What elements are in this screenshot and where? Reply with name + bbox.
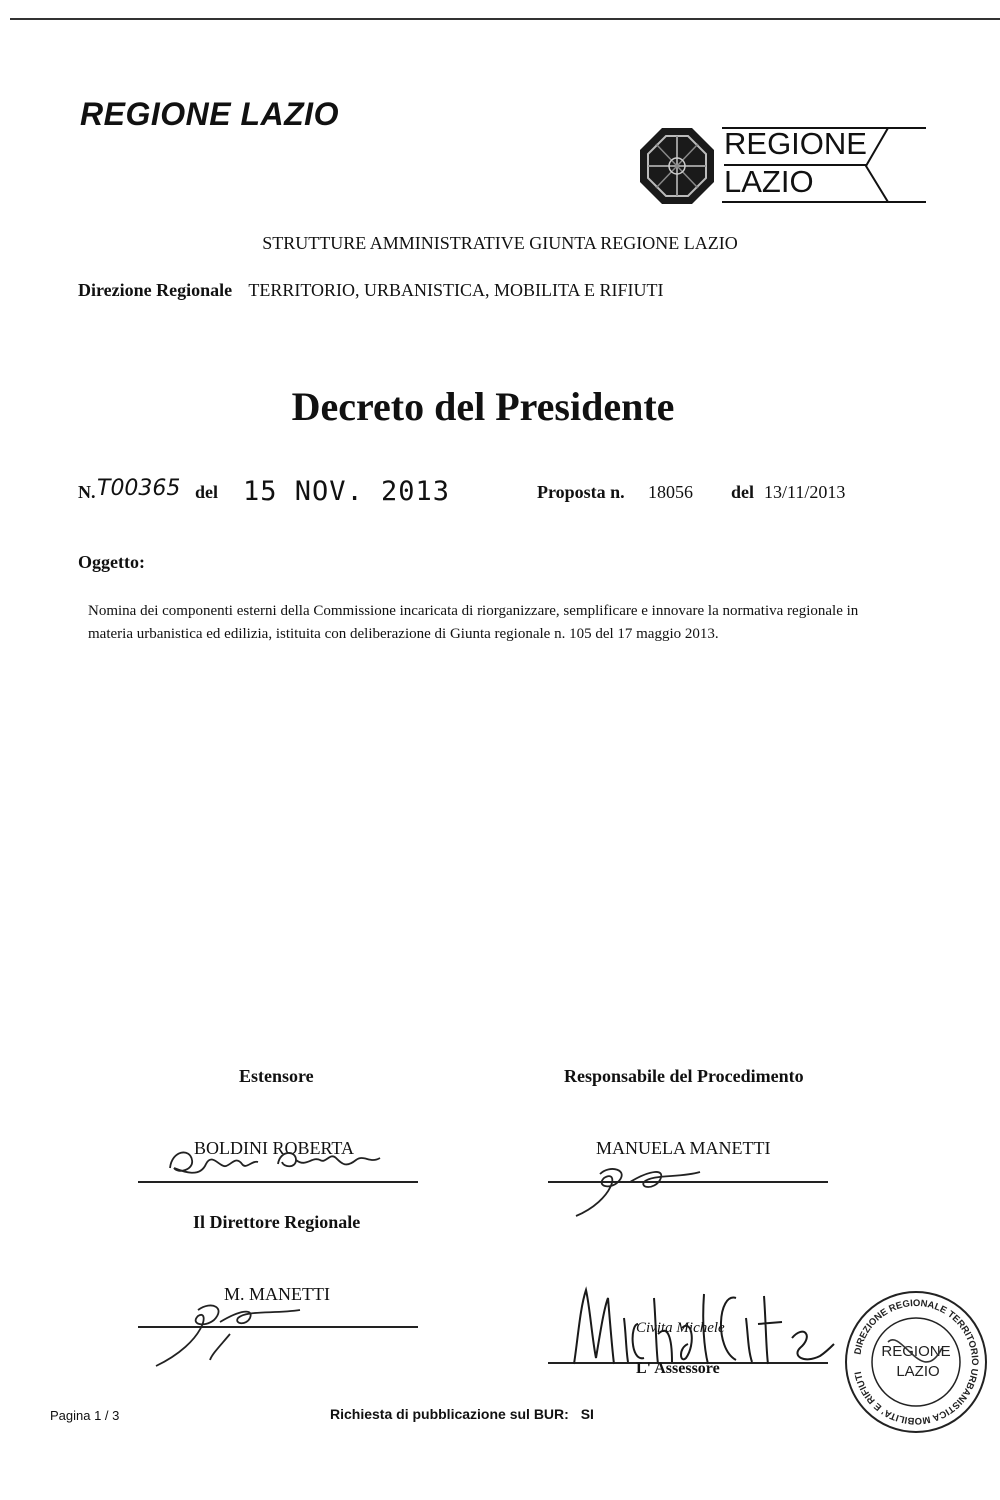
- estensore-label: Estensore: [239, 1066, 314, 1086]
- brand-text: REGIONE LAZIO: [80, 96, 339, 132]
- publication-request: [330, 1406, 594, 1422]
- date-stamp: 15 NOV. 2013: [243, 476, 451, 507]
- top-rule: [10, 18, 1000, 20]
- responsabile-name: MANUELA MANETTI: [596, 1138, 771, 1158]
- publication-value: SI: [580, 1406, 594, 1422]
- direttore-signature-scribble: [150, 1290, 310, 1370]
- svg-text:LAZIO: LAZIO: [896, 1363, 940, 1380]
- logo-text-line2: LAZIO: [724, 164, 814, 199]
- del-label: del: [195, 482, 219, 502]
- assessore-signature-scribble: [568, 1278, 838, 1378]
- assessore-name: Civita Michele: [636, 1320, 725, 1336]
- structures-heading: STRUTTURE AMMINISTRATIVE GIUNTA REGIONE LAZIO: [262, 233, 738, 253]
- assessore-label: L' Assessore: [636, 1360, 720, 1377]
- direttore-name: M. MANETTI: [224, 1284, 330, 1304]
- svg-text:DIREZIONE REGIONALE TERRITORIO: DIREZIONE REGIONALE TERRITORIO URBANISTICA MOBILITA' E RIFIUTI: [852, 1297, 981, 1427]
- page-indicator: Pagina 1 / 3: [50, 1408, 120, 1423]
- region-logo: [640, 124, 930, 210]
- official-seal-stamp: [842, 1288, 990, 1436]
- proposal-value: 18056: [648, 482, 693, 502]
- subject-text: Nomina dei componenti esterni della Commissione incaricata di riorganizzare, semplificare e innovare la normativa regionale in materia urbanistica ed edilizia, istituita con deliberazione di Giunta regionale n. 105 del 17 maggio 2013.: [88, 603, 859, 642]
- number-value: T00365: [97, 476, 181, 501]
- proposal-del-label: del: [731, 482, 755, 502]
- responsabile-signature-scribble: [570, 1160, 710, 1220]
- direttore-label: Il Direttore Regionale: [193, 1212, 361, 1232]
- proposal-label: Proposta n.: [537, 482, 625, 502]
- direzione-value: TERRITORIO, URBANISTICA, MOBILITA E RIFIUTI: [248, 280, 664, 300]
- direzione-row: [78, 280, 664, 301]
- document-title: Decreto del Presidente: [291, 384, 675, 429]
- subject-label: Oggetto:: [78, 552, 145, 572]
- responsabile-label: Responsabile del Procedimento: [564, 1066, 804, 1086]
- proposal-date: 13/11/2013: [764, 482, 846, 502]
- number-label: N.: [78, 482, 96, 502]
- estensore-name: BOLDINI ROBERTA: [194, 1138, 354, 1158]
- logo-text-line1: REGIONE: [724, 126, 867, 161]
- decree-number-row: [0, 476, 1000, 522]
- direzione-label: Direzione Regionale: [78, 280, 233, 300]
- svg-text:REGIONE: REGIONE: [881, 1343, 951, 1360]
- publication-label: Richiesta di pubblicazione sul BUR:: [330, 1406, 569, 1422]
- estensore-signature-scribble: [160, 1138, 410, 1188]
